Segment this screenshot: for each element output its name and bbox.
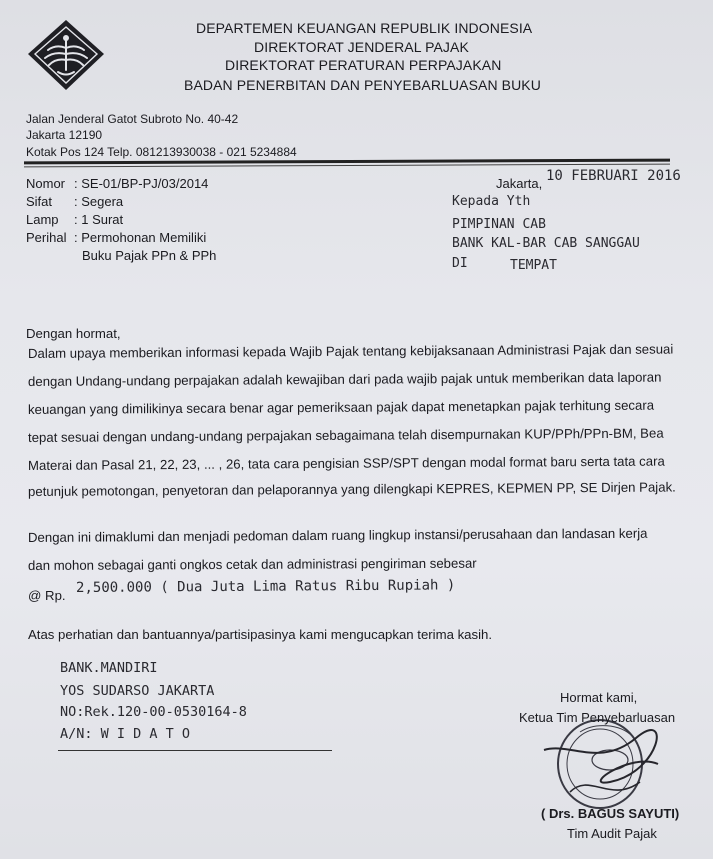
address-city: Jakarta 12190 (26, 128, 103, 142)
signatory-name: ( Drs. BAGUS SAYUTI) (541, 806, 680, 821)
paragraph1-line-4: tepat sesuai dengan undang-undang perpajakan sebagaimana telah disempurnakan KUP/PPh/PPn-BM, Bea (27, 425, 664, 445)
address-street: Jalan Jenderal Gatot Subroto No. 40-42 (26, 112, 239, 126)
paragraph2-line-2: dan mohon sebagai ganti ongkos cetak dan administrasi pengiriman sebesar (27, 555, 477, 573)
meta-nomor-value: : SE-01/BP-PJ/03/2014 (74, 176, 209, 191)
meta-lamp-label: Lamp (26, 212, 59, 227)
bank-account-holder: A/N: W I D A T O (60, 726, 191, 742)
paragraph2-line-1: Dengan ini dimaklumi dan menjadi pedoman dalam ruang lingkup instansi/perusahaan dan landasan kerja (27, 525, 648, 545)
meta-sifat-value: : Segera (74, 194, 124, 209)
signatory-unit: Tim Audit Pajak (567, 826, 657, 841)
address-contact: Kotak Pos 124 Telp. 081213930038 - 021 5234884 (26, 145, 297, 159)
meta-perihal-label: Perihal (26, 230, 67, 245)
closing-sentence: Atas perhatian dan bantuannya/partisipasinya kami mengucapkan terima kasih. (28, 627, 493, 642)
paragraph1-line-2: dengan Undang-undang perpajakan adalah kewajiban dari pada wajib pajak untuk memberikan data laporan (27, 369, 662, 389)
bank-account-number: NO:Rek.120-00-0530164-8 (60, 704, 247, 720)
recipient-line-3: BANK KAL-BAR CAB SANGGAU (452, 236, 640, 251)
date-city: Jakarta, (496, 176, 543, 191)
bank-underline (58, 750, 332, 751)
recipient-line-4: DI (452, 256, 468, 271)
paragraph1-line-6: petunjuk pemotongan, penyetoran dan pelaporannya yang dilengkapi KEPRES, KEPMEN PP, SE Dirjen Pajak. (27, 479, 676, 499)
letterhead-line-2: DIREKTORAT JENDERAL PAJAK (254, 39, 469, 55)
meta-perihal-value: : Permohonan Memiliki (74, 230, 207, 245)
bank-branch: YOS SUDARSO JAKARTA (60, 683, 215, 699)
meta-perihal-value-2: Buku Pajak PPn & PPh (82, 248, 217, 263)
meta-lamp-value: : 1 Surat (74, 212, 124, 227)
letterhead-line-3: DIREKTORAT PERATURAN PERPAJAKAN (225, 57, 502, 73)
amount-value: 2,500.000 ( Dua Juta Lima Ratus Ribu Rupiah ) (75, 577, 456, 596)
meta-sifat-label: Sifat (26, 194, 53, 209)
amount-prefix: @ Rp. (28, 588, 66, 603)
greeting: Dengan hormat, (26, 326, 121, 341)
letterhead-line-1: DEPARTEMEN KEUANGAN REPUBLIK INDONESIA (196, 20, 533, 36)
recipient-line-1: Kepada Yth (452, 194, 531, 209)
letterhead-line-4: BADAN PENERBITAN DAN PENYEBARLUASAN BUKU (184, 77, 541, 93)
letter-date: 10 FEBRUARI 2016 (546, 168, 681, 184)
meta-nomor-label: Nomor (26, 176, 66, 191)
recipient-line-5: TEMPAT (510, 258, 557, 273)
recipient-line-2: PIMPINAN CAB (452, 217, 546, 232)
official-stamp-and-signature (540, 712, 668, 812)
paragraph1-line-1: Dalam upaya memberikan informasi kepada Wajib Pajak tentang kebijaksanaan Administrasi Pajak dan sesuai (27, 341, 674, 361)
paragraph1-line-5: Materai dan Pasal 21, 22, 23, ... , 26, tata cara pengisian SSP/SPT dengan modal format baru serta tata cara (27, 453, 665, 473)
ministry-emblem-logo (26, 18, 106, 92)
letterhead-divider-thin (24, 164, 670, 168)
bank-name: BANK.MANDIRI (60, 660, 158, 676)
signature-role: Ketua Tim Penyebarluasan (519, 710, 676, 725)
paragraph1-line-3: keuangan yang dimilikinya secara benar agar pemeriksaan pajak dapat menetapkan pajak terhitung secara (27, 397, 655, 417)
signature-salutation: Hormat kami, (560, 690, 638, 705)
